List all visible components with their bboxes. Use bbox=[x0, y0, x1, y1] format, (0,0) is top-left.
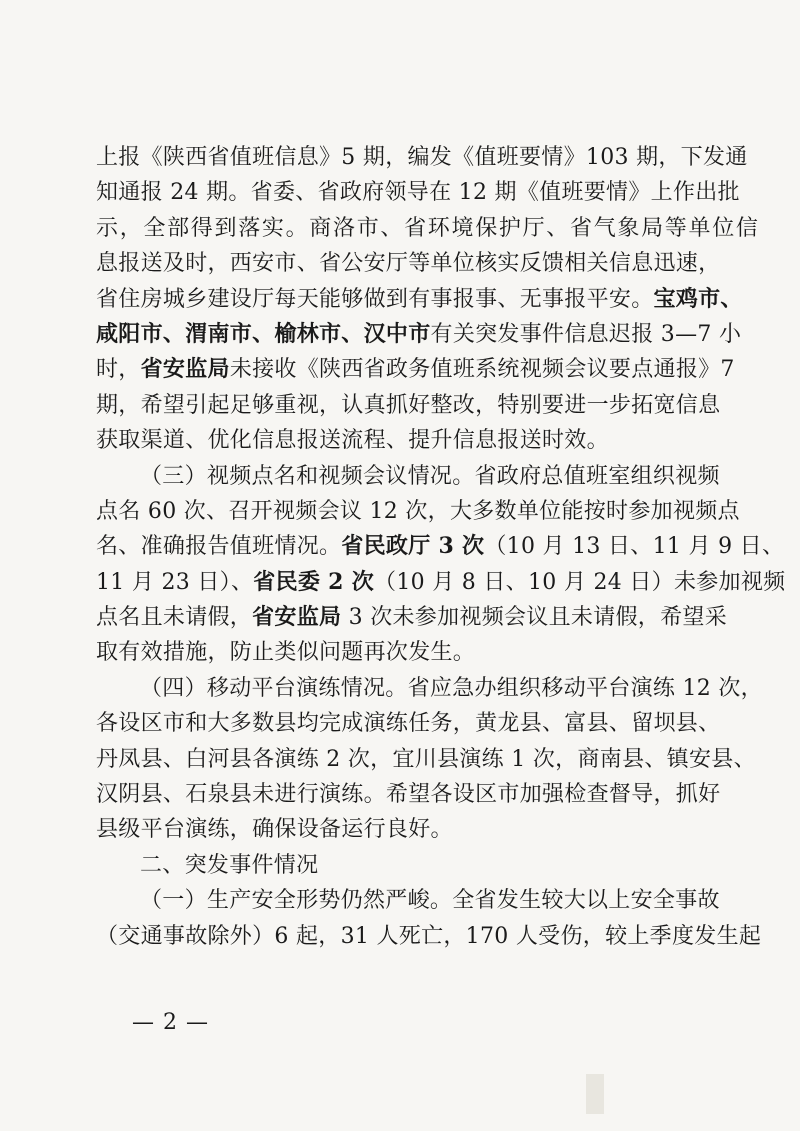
document-body bbox=[96, 140, 786, 954]
body-line-12: 名、准确报告值班情况。省民政厅 3 次（10 月 13 日、11 月 9 日、 bbox=[96, 533, 785, 560]
body-line-11: 点名 60 次、召开视频会议 12 次，大多数单位能按时参加视频点 bbox=[96, 498, 740, 524]
body-line-16: （四）移动平台演练情况。省应急办组织移动平台演练 12 次， bbox=[140, 675, 763, 701]
bold-text: 宝鸡市、 bbox=[653, 285, 743, 312]
body-line-7: 时，省安监局未接收《陕西省政务值班系统视频会议要点通报》7 bbox=[96, 356, 735, 383]
body-line-1: 上报《陕西省值班信息》5 期，编发《值班要情》103 期，下发通 bbox=[96, 145, 748, 170]
section-heading: 二、突发事件情况 bbox=[140, 852, 319, 878]
body-line-2: 知通报 24 期。省委、省政府领导在 12 期《值班要情》上作出批 bbox=[96, 180, 740, 206]
body-line-19: 汉阴县、石泉县未进行演练。希望各设区市加强检查督导，抓好 bbox=[96, 782, 721, 808]
body-line-22: （一）生产安全形势仍然严峻。全省发生较大以上安全事故 bbox=[140, 888, 720, 914]
page-number: — 2 — bbox=[132, 1010, 209, 1035]
body-line-6: 咸阳市、渭南市、榆林市、汉中市有关突发事件信息迟报 3—7 小 bbox=[96, 320, 742, 347]
body-line-17: 各设区市和大多数县均完成演练任务，黄龙县、富县、留坝县、 bbox=[96, 711, 721, 737]
body-line-18: 丹凤县、白河县各演练 2 次，宜川县演练 1 次，商南县、镇安县、 bbox=[96, 746, 756, 772]
body-line-9: 获取渠道、优化信息报送流程、提升信息报送时效。 bbox=[96, 428, 609, 454]
body-line-8: 期，希望引起足够重视，认真抓好整改，特别要进一步拓宽信息 bbox=[96, 392, 721, 418]
body-line-5: 省住房城乡建设厅每天能够做到有事报事、无事报平安。宝鸡市、 bbox=[96, 285, 743, 312]
body-line-10: （三）视频点名和视频会议情况。省政府总值班室组织视频 bbox=[140, 463, 720, 489]
body-line-15: 取有效措施，防止类似问题再次发生。 bbox=[96, 640, 476, 666]
bold-text: 省安监局 bbox=[140, 356, 230, 383]
bold-text: 省民委 2 次 bbox=[253, 568, 375, 595]
body-line-20: 县级平台演练，确保设备运行良好。 bbox=[96, 817, 453, 843]
body-line-13: 11 月 23 日）、省民委 2 次（10 月 8 日、10 月 24 日）未参加视频 bbox=[96, 568, 786, 595]
body-line-23: （交通事故除外）6 起，31 人死亡，170 人受伤，较上季度发生起 bbox=[96, 923, 762, 949]
scan-smudge bbox=[586, 1074, 604, 1114]
bold-text: 省民政厅 3 次 bbox=[341, 533, 485, 560]
body-line-4: 息报送及时，西安市、省公安厅等单位核实反馈相关信息迅速， bbox=[96, 251, 721, 277]
bold-text: 咸阳市、渭南市、榆林市、汉中市 bbox=[96, 320, 431, 347]
body-line-3: 示，全部得到落实。商洛市、省环境保护厅、省气象局等单位信 bbox=[96, 215, 760, 241]
bold-text: 省安监局 bbox=[252, 604, 342, 631]
body-line-14: 点名且未请假，省安监局 3 次未参加视频会议且未请假，希望采 bbox=[96, 604, 727, 631]
